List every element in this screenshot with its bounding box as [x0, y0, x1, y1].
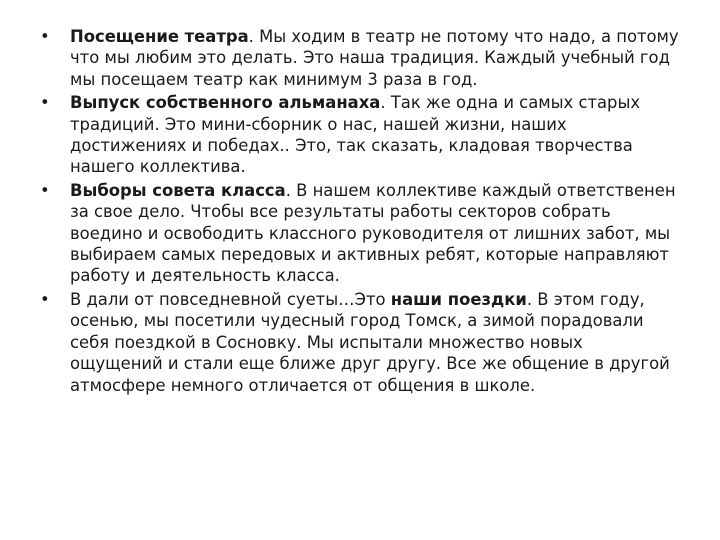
bullet-icon: • — [40, 180, 50, 200]
bullet-item-trips — [40, 289, 680, 396]
bullet-icon: • — [40, 93, 50, 113]
bullet-text: . Так же одна и самых старых традиций. Это мини-сборник о нас, нашей жизни, наших достижениях и победах.. Это, так сказать, кладовая творчества нашего коллектива. — [70, 93, 641, 177]
bullet-title: наши поездки — [390, 289, 527, 309]
bullet-text: . В нашем коллективе каждый ответственен за свое дело. Чтобы все результаты работы секторов собрать воедино и освободить классного руководителя от лишних забот, мы выбираем самых передовых и активных ребят, которые направляют работу и деятельность класса. — [70, 180, 676, 286]
bullet-title: Посещение театра — [70, 27, 249, 46]
bullet-text: . В этом году, осенью, мы посетили чудесный город Томск, а зимой порадовали себя поездкой в Сосновку. Мы испытали множество новых ощущений и стали еще ближе друг другу. Все же общение в другой атмосфере немного отличается от общения в школе. — [70, 289, 670, 395]
bullet-icon: • — [40, 27, 50, 46]
bullet-prefix: В дали от повседневной суеты…Это — [70, 289, 391, 309]
bullet-item-almanac — [40, 92, 680, 178]
bullet-text: . Мы ходим в театр не потому что надо, а потому что мы любим это делать. Это наша традиция. Каждый учебный год мы посещаем театр как минимум 3 раза в год. — [70, 27, 679, 89]
bullet-item-theatre — [40, 26, 680, 90]
bullet-list — [40, 26, 680, 398]
bullet-title: Выпуск собственного альманаха — [70, 93, 381, 113]
bullet-item-class-council — [40, 180, 680, 287]
bullet-icon: • — [40, 289, 50, 309]
bullet-title: Выборы совета класса — [70, 180, 286, 200]
